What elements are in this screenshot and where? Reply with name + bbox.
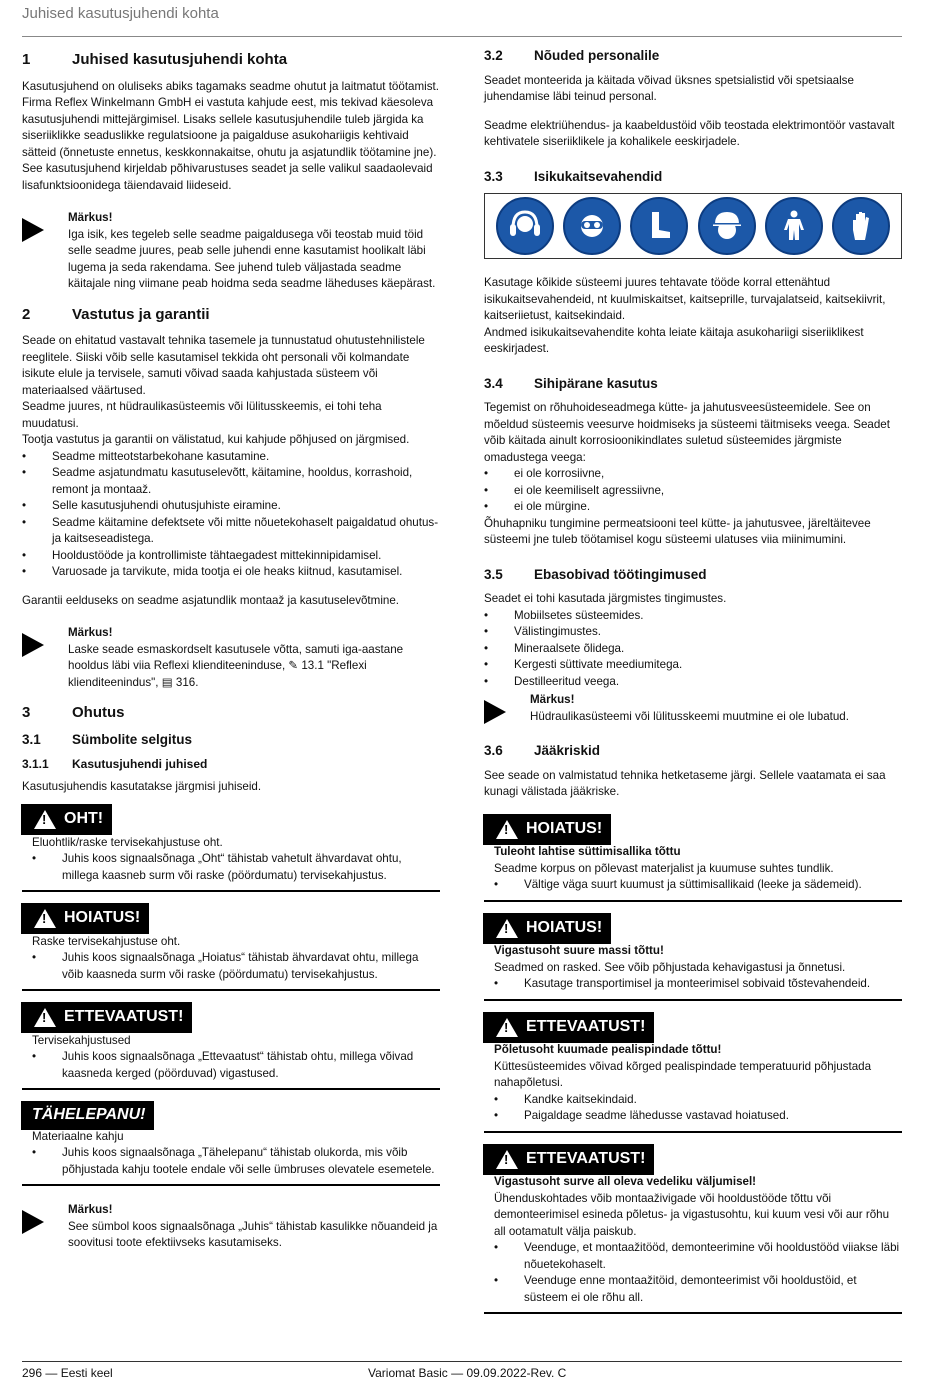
section-3-6-heading: 3.6 Jääkriskid bbox=[484, 743, 601, 758]
notice-badge: TÄHELEPANU! bbox=[22, 1102, 153, 1129]
caution-block bbox=[484, 1013, 902, 1133]
paragraph: See seade on valmistatud tehnika hetketaseme järgi. Sellele vaatamata ei saa kunagi välistada jääkriske. bbox=[484, 768, 886, 798]
note-block bbox=[22, 625, 440, 691]
list-item: • Kergesti süttivate meediumitega. bbox=[484, 657, 902, 674]
warning-triangle-icon bbox=[496, 919, 518, 938]
section-3-1-heading: 3.1 Sümbolite selgitus bbox=[22, 731, 193, 747]
note-title: Märkus! bbox=[530, 693, 575, 706]
notice-block bbox=[22, 1102, 440, 1186]
ppe-icon-strip bbox=[484, 193, 902, 259]
warning-triangle-icon bbox=[34, 1008, 56, 1027]
section-1-heading: 1 Juhised kasutusjuhendi kohta bbox=[22, 51, 288, 68]
list-item: • Mineraalsete õlidega. bbox=[484, 641, 902, 658]
danger-badge: ! OHT! bbox=[22, 805, 111, 834]
paragraph: See kasutusjuhend kirjeldab põhivarustuses seadet ja selle valikul saadaolevaid lisafunktsioonidega täiendavaid liideseid. bbox=[22, 162, 433, 192]
section-3-heading: 3 Ohutus bbox=[22, 704, 125, 721]
note-title: Märkus! bbox=[68, 626, 113, 639]
warning-text: Küttesüsteemides võivad kõrged pealispindade temperatuurid põhjustada nahapõletusi. bbox=[494, 1059, 872, 1089]
note-text: See sümbol koos signaalsõnaga „Juhis“ tähistab kasulikke nõuandeid ja soovitusi toote efektiivseks kasutamiseks. bbox=[68, 1219, 438, 1249]
note-arrow-icon bbox=[22, 210, 68, 293]
paragraph: Tegemist on rõhuhoideseadmega kütte- ja jahutusveesüsteemidele. See on mõeldud süsteemis veesurve hoidmiseks ja süsteemi täitmiseks veega. Seadet võib käitada ainult korrosioonikindlates suletud süsteemides järgmiste omadustega veega: bbox=[484, 401, 890, 464]
list-item: • Mobiilsetes süsteemides. bbox=[484, 608, 902, 625]
warning-subtitle: Tervisekahjustused bbox=[32, 1033, 131, 1047]
goggles-icon bbox=[563, 197, 621, 255]
warning-text: Seadme korpus on põlevast materjalist ja kuumuse suhtes tundlik. bbox=[494, 861, 834, 875]
warning-subtitle: Eluohtlik/raske tervisekahjustuse oht. bbox=[32, 835, 223, 849]
paragraph: Õhuhapniku tungimine permeatsiooni teel kütte- ja jahutusvee, järeltäitevee süsteemi jne tuleb töötamisel kogu süsteemi ulatuses viia miinimumini. bbox=[484, 516, 871, 546]
paragraph: Tootja vastutus ja garantii on välistatud, kui kahjude põhjused on järgmised. bbox=[22, 433, 410, 446]
list-item: • Seadme asjatundmatu kasutuselevõtt, käitamine, hooldus, korrashoid, remont ja montaaž. bbox=[22, 465, 440, 498]
paragraph: Seade on ehitatud vastavalt tehnika tasemele ja tunnustatud ohutustehnilistele reeglitele. Siiski võib selle kasutamisel tekkida oht personali või kolmandate isikute elule ja tervisele, samuti võivad saada kahjustada süsteem või materiaalsed väärtused. bbox=[22, 334, 425, 397]
list-item: • Seadme käitamine defektsete või mitte nõuetekohaselt paigaldatud ohutus- ja kaitseseadistega. bbox=[22, 515, 440, 548]
note-arrow-icon bbox=[22, 625, 68, 691]
list-item: • Kandke kaitsekindaid. bbox=[494, 1092, 902, 1109]
note-text: Laske seade esmaskordselt kasutusele võtta, samuti iga-aastane hooldus läbi viia Reflexi klienditeeninduse, ✎ 13.1 "Reflexi klienditeenindus", ▤ 316. bbox=[68, 642, 404, 689]
header-rule bbox=[22, 36, 902, 37]
paragraph: Kasutusjuhendis kasutatakse järgmisi juhiseid. bbox=[22, 779, 262, 793]
list-item: • Kasutage transportimisel ja monteerimisel sobivaid tõstevahendeid. bbox=[494, 976, 902, 993]
list-item: • Vältige väga suurt kuumust ja süttimisallikaid (leeke ja sädemeid). bbox=[494, 877, 902, 894]
list-item: • ei ole keemiliselt agressiivne, bbox=[484, 483, 902, 500]
warning-title: Tuleoht lahtise süttimisallika tõttu bbox=[494, 845, 681, 858]
paragraph: Seadet monteerida ja käitada võivad üksnes spetsialistid või spetsiaalse juhendamise läbi teinud personal. bbox=[484, 73, 854, 103]
section-3-1-1-heading: 3.1.1 Kasutusjuhendi juhised bbox=[22, 757, 208, 771]
warning-triangle-icon bbox=[34, 810, 56, 829]
list-item: • Veenduge, et montaažitööd, demonteerimine või hooldustööd viiakse läbi nõuetekohaselt. bbox=[494, 1240, 902, 1273]
warning-badge: ! HOIATUS! bbox=[484, 815, 610, 844]
note-block bbox=[22, 210, 440, 293]
section-2-heading: 2 Vastutus ja garantii bbox=[22, 305, 210, 323]
footer-document-id: Variomat Basic — 09.09.2022-Rev. C bbox=[368, 1366, 567, 1380]
list-item: • Juhis koos signaalsõnaga „Tähelepanu“ tähistab olukorda, mis võib põhjustada kahju tootele endale või selle ümbruses olevatele esemetele. bbox=[32, 1145, 440, 1178]
note-text: Hüdraulikasüsteemi või lülitusskeemi muutmine ei ole lubatud. bbox=[530, 709, 849, 723]
warning-triangle-icon bbox=[34, 909, 56, 928]
list-item: • Juhis koos signaalsõnaga „Oht“ tähistab vahetult ähvardavat ohtu, millega kaasneb surm või raske (pöördumatu) tervisekahjustus. bbox=[32, 851, 440, 884]
list-item: • Hooldustööde ja kontrollimiste tähtaegadest mittekinnipidamisel. bbox=[22, 548, 440, 565]
paragraph: Seadet ei tohi kasutada järgmistes tingimustes. bbox=[484, 592, 727, 605]
warning-subtitle: Materiaalne kahju bbox=[32, 1129, 124, 1143]
ear-protection-icon bbox=[496, 197, 554, 255]
caution-block bbox=[22, 1003, 440, 1090]
paragraph: Kasutusjuhend on oluliseks abiks tagamaks seadme ohutut ja laitmatut töötamist. bbox=[22, 79, 439, 93]
unsuitable-conditions-list bbox=[484, 608, 902, 691]
warning-triangle-icon bbox=[496, 820, 518, 839]
warning-block bbox=[484, 914, 902, 1001]
note-text: Iga isik, kes tegeleb selle seadme paigaldusega või teostab muid töid selle seadme juures, peab selle juhendi enne kasutamist hoolikalt läbi lugema ja seda rakendama. See juhend tuleb väljastada seadme käitajale ning viimane peab hoidma seda seadme läheduses käepärast. bbox=[68, 227, 436, 290]
list-item: • Selle kasutusjuhendi ohutusjuhiste eiramine. bbox=[22, 498, 440, 515]
warning-title: Vigastusoht surve all oleva vedeliku väljumisel! bbox=[494, 1175, 757, 1188]
paragraph: Seadme juures, nt hüdraulikasüsteemis või lülitusskeemis, ei tohi teha muudatusi. bbox=[22, 400, 382, 430]
note-title: Märkus! bbox=[68, 211, 113, 224]
list-item: • Destilleeritud veega. bbox=[484, 674, 902, 691]
safety-boots-icon bbox=[630, 197, 688, 255]
warning-subtitle: Raske tervisekahjustuse oht. bbox=[32, 934, 181, 948]
list-item: • Välistingimustes. bbox=[484, 624, 902, 641]
list-item: • Paigaldage seadme lähedusse vastavad hoiatused. bbox=[494, 1108, 902, 1125]
list-item: • Juhis koos signaalsõnaga „Hoiatus“ tähistab ähvardavat ohtu, millega võib kaasneda surm või raske (pöördumatu) tervisekahjustus. bbox=[32, 950, 440, 983]
hard-hat-icon bbox=[698, 197, 756, 255]
running-header: Juhised kasutusjuhendi kohta bbox=[22, 5, 219, 22]
warning-text: Ühenduskohtades võib montaaživigade või hooldustööde tõttu või demonteerimisel esineda põletus- ja vigastusohtu, kui kuum vesi või aur rõhu all ootamatult välja paiskub. bbox=[494, 1191, 890, 1238]
paragraph: Andmed isikukaitsevahendite kohta leiate käitaja asukohariigi siseriiklikest eeskirjadest. bbox=[484, 325, 864, 355]
section-3-4-heading: 3.4 Sihipärane kasutus bbox=[484, 375, 658, 391]
footer-page-number: 296 — Eesti keel bbox=[22, 1366, 113, 1380]
caution-badge: ! ETTEVAATUST! bbox=[484, 1145, 653, 1174]
protective-suit-icon bbox=[765, 197, 823, 255]
warning-text: Seadmed on rasked. See võib põhjustada kehavigastusi ja õnnetusi. bbox=[494, 960, 846, 974]
list-item: • ei ole mürgine. bbox=[484, 499, 902, 516]
warning-title: Vigastusoht suure massi tõttu! bbox=[494, 944, 664, 957]
caution-badge: ! ETTEVAATUST! bbox=[22, 1003, 191, 1032]
section-3-3-heading: 3.3 Isikukaitsevahendid bbox=[484, 168, 663, 184]
warning-block bbox=[22, 904, 440, 991]
note-block bbox=[484, 692, 902, 725]
warning-badge: ! HOIATUS! bbox=[484, 914, 610, 943]
warning-badge: ! HOIATUS! bbox=[22, 904, 148, 933]
list-item: • Varuosade ja tarvikute, mida tootja ei ole heaks kiitnud, kasutamisel. bbox=[22, 564, 440, 581]
list-item: • Juhis koos signaalsõnaga „Ettevaatust“ tähistab ohtu, millega võivad kaasneda kerged (pöörduvad) vigastused. bbox=[32, 1049, 440, 1082]
note-arrow-icon bbox=[484, 692, 530, 725]
footer-rule bbox=[22, 1361, 902, 1362]
list-item: • Veenduge enne montaažitöid, demonteerimist või hooldustöid, et süsteem ei ole rõhu all. bbox=[494, 1273, 902, 1306]
paragraph: Seadme elektriühendus- ja kaabeldustöid võib teostada elektrimontöör vastavalt kehtivatele siseriiklikele ja kohalikele eeskirjadele. bbox=[484, 118, 895, 148]
caution-block bbox=[484, 1145, 902, 1315]
left-column bbox=[22, 44, 440, 1266]
right-column bbox=[484, 44, 902, 1326]
paragraph: Kasutage kõikide süsteemi juures tehtavate tööde korral ettenähtud isikukaitsevahendeid, nt kuulmiskaitset, kaitseprille, turvajalatseid, kaitsekiivrit, kaitseriietust, kaitsekindaid. bbox=[484, 276, 886, 322]
warning-triangle-icon bbox=[496, 1150, 518, 1169]
warning-block bbox=[484, 815, 902, 902]
section-3-2-heading: 3.2 Nõuded personalile bbox=[484, 48, 660, 63]
paragraph: Firma Reflex Winkelmann GmbH ei vastuta kahjude eest, mis tekivad käesoleva kasutusjuhendi mittejärgimisel. Lisaks sellele kasutusjuhendile tuleb järgida ka siseriiklikke seaduslikke regulatsioone ja paigalduse asukohariigis kehtivaid sätteid (õnnetuste ennetus, keskkonnakaitse, ohutu ja asjatundlik töötamine jne). bbox=[22, 96, 437, 159]
liability-list bbox=[22, 449, 440, 581]
warning-title: Põletusoht kuumade pealispindade tõttu! bbox=[494, 1043, 722, 1056]
warning-triangle-icon bbox=[496, 1018, 518, 1037]
list-item: • Seadme mitteotstarbekohane kasutamine. bbox=[22, 449, 440, 466]
note-title: Märkus! bbox=[68, 1203, 113, 1216]
note-block bbox=[22, 1202, 440, 1252]
caution-badge: ! ETTEVAATUST! bbox=[484, 1013, 653, 1042]
note-arrow-icon bbox=[22, 1202, 68, 1252]
danger-block bbox=[22, 805, 440, 892]
gloves-icon bbox=[832, 197, 890, 255]
paragraph: Garantii eelduseks on seadme asjatundlik montaaž ja kasutuselevõtmine. bbox=[22, 593, 400, 607]
section-3-5-heading: 3.5 Ebasobivad töötingimused bbox=[484, 566, 707, 582]
list-item: • ei ole korrosiivne, bbox=[484, 466, 902, 483]
water-properties-list bbox=[484, 466, 902, 516]
